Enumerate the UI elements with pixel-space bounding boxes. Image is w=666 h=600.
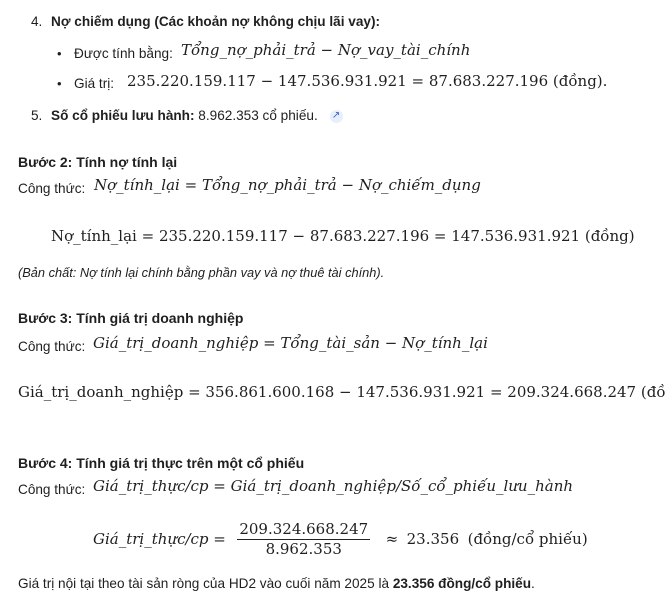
step2-formula: Nợ_tính_lại = Tổng_nợ_phải_trả − Nợ_chiếm_dụng [94,176,481,194]
step4-summary-suffix: . [531,576,535,591]
bullet-2-label: Giá trị: [74,76,115,91]
step3-calc: Giá_trị_doanh_nghiệp = 356.861.600.168 − 147.536.931.921 = 209.324.668.247 (đồ [18,383,666,401]
step4-fraction [237,521,370,559]
step2-calc: Nợ_tính_lại = 235.220.159.117 − 87.683.227.196 = 147.536.931.921 (đồng) [51,227,635,245]
list-item-5-value: 8.962.353 cổ phiếu. [198,108,318,123]
step4-unit: (đồng/cổ phiếu) [467,529,588,548]
bullet-dot-1: • [57,46,62,61]
approx-symbol: ≈ [385,529,399,548]
step4-calc [93,521,588,559]
list-item-5 [51,108,343,124]
list-item-4-title: Nợ chiếm dụng (Các khoản nợ không chịu lãi vay): [51,14,381,29]
bullet-1-label: Được tính bằng: [74,46,173,61]
list-number-4: 4. [31,14,43,29]
step4-summary-bold: 23.356 đồng/cổ phiếu [392,576,532,591]
step2-heading: Bước 2: Tính nợ tính lại [18,154,178,170]
step4-formula: Giá_trị_thực/cp = Giá_trị_doanh_nghiệp/Số_cổ_phiếu_lưu_hành [93,477,574,495]
step3-formula: Giá_trị_doanh_nghiệp = Tổng_tài_sản − Nợ_tính_lại [93,334,488,352]
step4-summary-prefix: Giá trị nội tại theo tài sản ròng của HD2 vào cuối năm 2025 là [18,576,390,591]
list-item-5-title: Số cổ phiếu lưu hành: [51,108,195,123]
step2-note: (Bản chất: Nợ tính lại chính bằng phần vay và nợ thuê tài chính). [18,265,385,280]
step4-formula-label: Công thức: [18,482,86,497]
step4-heading: Bước 4: Tính giá trị thực trên một cổ phiếu [18,455,305,471]
step4-fraction-top: 209.324.668.247 [237,521,370,540]
list-number-5: 5. [31,108,43,123]
bullet-dot-2: • [57,76,62,91]
step3-heading: Bước 3: Tính giá trị doanh nghiệp [18,310,244,326]
step4-fraction-bottom: 8.962.353 [265,540,342,559]
step4-summary [18,576,535,592]
step4-result: 23.356 [406,529,460,548]
link-icon[interactable]: ↗ [330,110,343,123]
step4-calc-lhs: Giá_trị_thực/cp = [93,529,226,548]
step3-formula-label: Công thức: [18,339,86,354]
step2-formula-label: Công thức: [18,181,86,196]
bullet-1-formula: Tổng_nợ_phải_trả − Nợ_vay_tài_chính [181,41,471,59]
bullet-2-formula: 235.220.159.117 − 147.536.931.921 = 87.683.227.196 (đồng). [127,72,608,90]
